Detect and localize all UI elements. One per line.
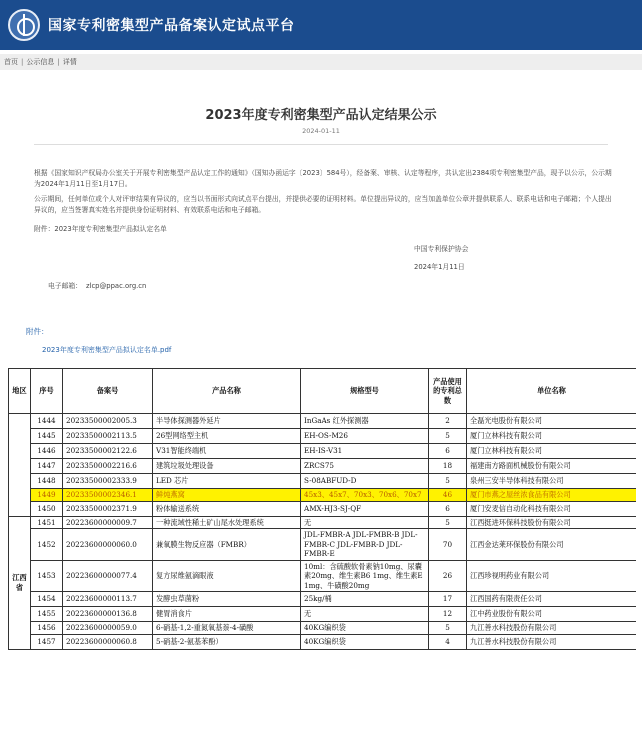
cell-seq: 1449 [31,489,63,502]
cell-record: 20233500002122.6 [63,444,153,459]
cell-model: 25kg/桶 [301,592,429,607]
header-company: 单位名称 [467,369,637,414]
cell-product: 5-硝基-2-氨基苯酚） [153,634,301,649]
cell-record: 20233500002216.6 [63,459,153,474]
cell-company: 江西国药有限责任公司 [467,592,637,607]
table-row [9,444,637,459]
cell-record: 20233500002005.3 [63,414,153,429]
table-row [9,516,637,529]
cell-record: 20233500002113.5 [63,429,153,444]
cell-model: 45x3、45x7、70x3、70x6、70x7 [301,489,429,502]
article-panel [4,72,638,362]
cell-patents: 5 [429,622,467,635]
table-row [9,607,637,622]
cell-model: S-08ABFUD-D [301,474,429,489]
breadcrumb-home[interactable]: 首页 [4,58,18,66]
cell-product: 半导体探测器外延片 [153,414,301,429]
cell-patents: 6 [429,444,467,459]
header-patent-count: 产品使用的专利总数 [429,369,467,414]
cell-company: 厦门市燕之屋丝浓食品有限公司 [467,489,637,502]
cell-patents: 5 [429,474,467,489]
cell-model: 无 [301,607,429,622]
cell-product: 发酵虫草菌粉 [153,592,301,607]
cell-product: 鲜炖燕窝 [153,489,301,502]
attachment-pdf-link[interactable]: 2023年度专利密集型产品拟认定名单.pdf [42,346,172,354]
signature-organization: 中国专利保护协会 [414,245,469,253]
cell-record: 20233500002346.1 [63,489,153,502]
cell-record: 20223600000060.8 [63,634,153,649]
table-row [9,429,637,444]
attachment-label: 附件： [26,327,49,336]
cell-record: 20223600000009.7 [63,516,153,529]
cell-product: 建筑垃圾处理设备 [153,459,301,474]
results-table-image [8,368,636,736]
table-row [9,622,637,635]
cell-model: 40KG编织袋 [301,634,429,649]
article-paragraph: 根据《国家知识产权局办公室关于开展专利密集型产品认定工作的通知》（国知办函运字〔2023〕584号），经备案、审核、认定等程序，共认定出2384项专利密集型产品，现予以公示，公示期为2024年1月11日至1月17日。 [34,169,612,188]
cell-seq: 1450 [31,501,63,516]
cell-record: 20233500002333.9 [63,474,153,489]
article-date: 2024-01-11 [302,127,340,135]
cell-model: InGaAs 红外探测器 [301,414,429,429]
breadcrumb-announcements[interactable]: 公示信息 [26,58,55,66]
cell-seq: 1447 [31,459,63,474]
cell-company: 厦门安麦信自动化科技有限公司 [467,501,637,516]
region-cell-jiangxi: 江西省 [9,516,31,649]
cell-product: 复方尿维氨滴眼液 [153,560,301,592]
cell-product: 兼氧膜生物反应器（FMBR） [153,529,301,561]
site-header [0,0,642,50]
cell-model: JDL-FMBR-A JDL-FMBR-B JDL-FMBR-C JDL-FMBR-D JDL-FMBR-E [301,529,429,561]
cell-patents: 46 [429,489,467,502]
cell-patents: 2 [429,414,467,429]
cell-seq: 1452 [31,529,63,561]
region-cell-fujian [9,414,31,517]
cell-record: 20223600000113.7 [63,592,153,607]
cell-company: 厦门立林科技有限公司 [467,429,637,444]
cell-seq: 1453 [31,560,63,592]
cell-company: 九江善水科技股份有限公司 [467,634,637,649]
cell-patents: 5 [429,429,467,444]
cell-product: 26型网络型主机 [153,429,301,444]
cell-company: 全磊光电股份有限公司 [467,414,637,429]
table-row [9,501,637,516]
cell-seq: 1457 [31,634,63,649]
results-table [8,368,636,650]
table-row [9,560,637,592]
cell-record: 20233500002371.9 [63,501,153,516]
cell-patents: 12 [429,607,467,622]
cell-model: 10ml：含硫酸软骨素钠10mg、尿囊素20mg、维生素B6 1mg、维生素E 1mg、牛磺酸20mg [301,560,429,592]
cell-seq: 1454 [31,592,63,607]
cell-company: 江西挺进环保科技股份有限公司 [467,516,637,529]
cell-seq: 1451 [31,516,63,529]
cell-seq: 1444 [31,414,63,429]
cell-product: 6-硝基-1,2-重氮氧基萘-4-磺酸 [153,622,301,635]
cell-product: 一种流域性稀土矿山尾水处理系统 [153,516,301,529]
cell-model: EH-IS-V31 [301,444,429,459]
cell-record: 20223600000060.0 [63,529,153,561]
cell-patents: 17 [429,592,467,607]
article-attachment-note: 附件：2023年度专利密集型产品拟认定名单 [34,225,167,233]
cell-company: 福建南方路面机械股份有限公司 [467,459,637,474]
highlighted-table-row [9,489,637,502]
table-row [9,474,637,489]
cell-record: 20223600000059.0 [63,622,153,635]
cell-patents: 6 [429,501,467,516]
table-row [9,459,637,474]
cell-company: 江西金达莱环保股份有限公司 [467,529,637,561]
cell-company: 厦门立林科技有限公司 [467,444,637,459]
table-row [9,634,637,649]
cell-record: 20223600000077.4 [63,560,153,592]
header-region: 地区 [9,369,31,414]
cell-product: 粉体输送系统 [153,501,301,516]
cell-seq: 1456 [31,622,63,635]
cell-model: AMX-HJ3-SJ-QF [301,501,429,516]
breadcrumb-current: 详情 [62,58,77,66]
cell-product: LED 芯片 [153,474,301,489]
header-model: 规格型号 [301,369,429,414]
article-paragraph: 公示期间，任何单位或个人对评审结果有异议的，应当以书面形式向试点平台提出，并提供必要的证明材料。单位提出异议的，应当加盖单位公章并提供联系人、联系电话和电子邮箱；个人提出异议的，应当签署真实姓名并提供身份证明材料、有效联系电话和电子邮箱。 [34,195,612,214]
cell-patents: 5 [429,516,467,529]
table-row [9,414,637,429]
header-seq: 序号 [31,369,63,414]
cell-record: 20223600000136.8 [63,607,153,622]
cell-patents: 4 [429,634,467,649]
platform-logo-icon[interactable] [8,9,40,41]
cell-patents: 70 [429,529,467,561]
header-product-name: 产品名称 [153,369,301,414]
email-value: zlcp@ppac.org.cn [85,282,147,290]
cell-company: 江中药业股份有限公司 [467,607,637,622]
cell-product: 健胃消食片 [153,607,301,622]
site-title[interactable]: 国家专利密集型产品备案认定试点平台 [48,18,295,34]
breadcrumb-separator: | [21,58,24,66]
email-label: 电子邮箱： [48,282,82,290]
cell-product: V31智能终端机 [153,444,301,459]
cell-company: 江西珍视明药业有限公司 [467,560,637,592]
cell-company: 九江善水科技股份有限公司 [467,622,637,635]
cell-model: 无 [301,516,429,529]
table-row [9,592,637,607]
cell-seq: 1445 [31,429,63,444]
cell-seq: 1446 [31,444,63,459]
cell-seq: 1448 [31,474,63,489]
cell-patents: 18 [429,459,467,474]
title-divider [34,144,608,145]
cell-model: 40KG编织袋 [301,622,429,635]
cell-seq: 1455 [31,607,63,622]
cell-company: 泉州三安半导体科技有限公司 [467,474,637,489]
article-title: 2023年度专利密集型产品认定结果公示 [205,108,437,123]
breadcrumb-separator: | [57,58,60,66]
table-header-row [9,369,637,414]
cell-model: EH-OS-M26 [301,429,429,444]
contact-email [48,280,146,290]
signature-date: 2024年1月11日 [414,263,465,271]
header-record-no: 备案号 [63,369,153,414]
cell-model: ZRCS75 [301,459,429,474]
table-row [9,529,637,561]
cell-patents: 26 [429,560,467,592]
breadcrumb [0,54,642,70]
